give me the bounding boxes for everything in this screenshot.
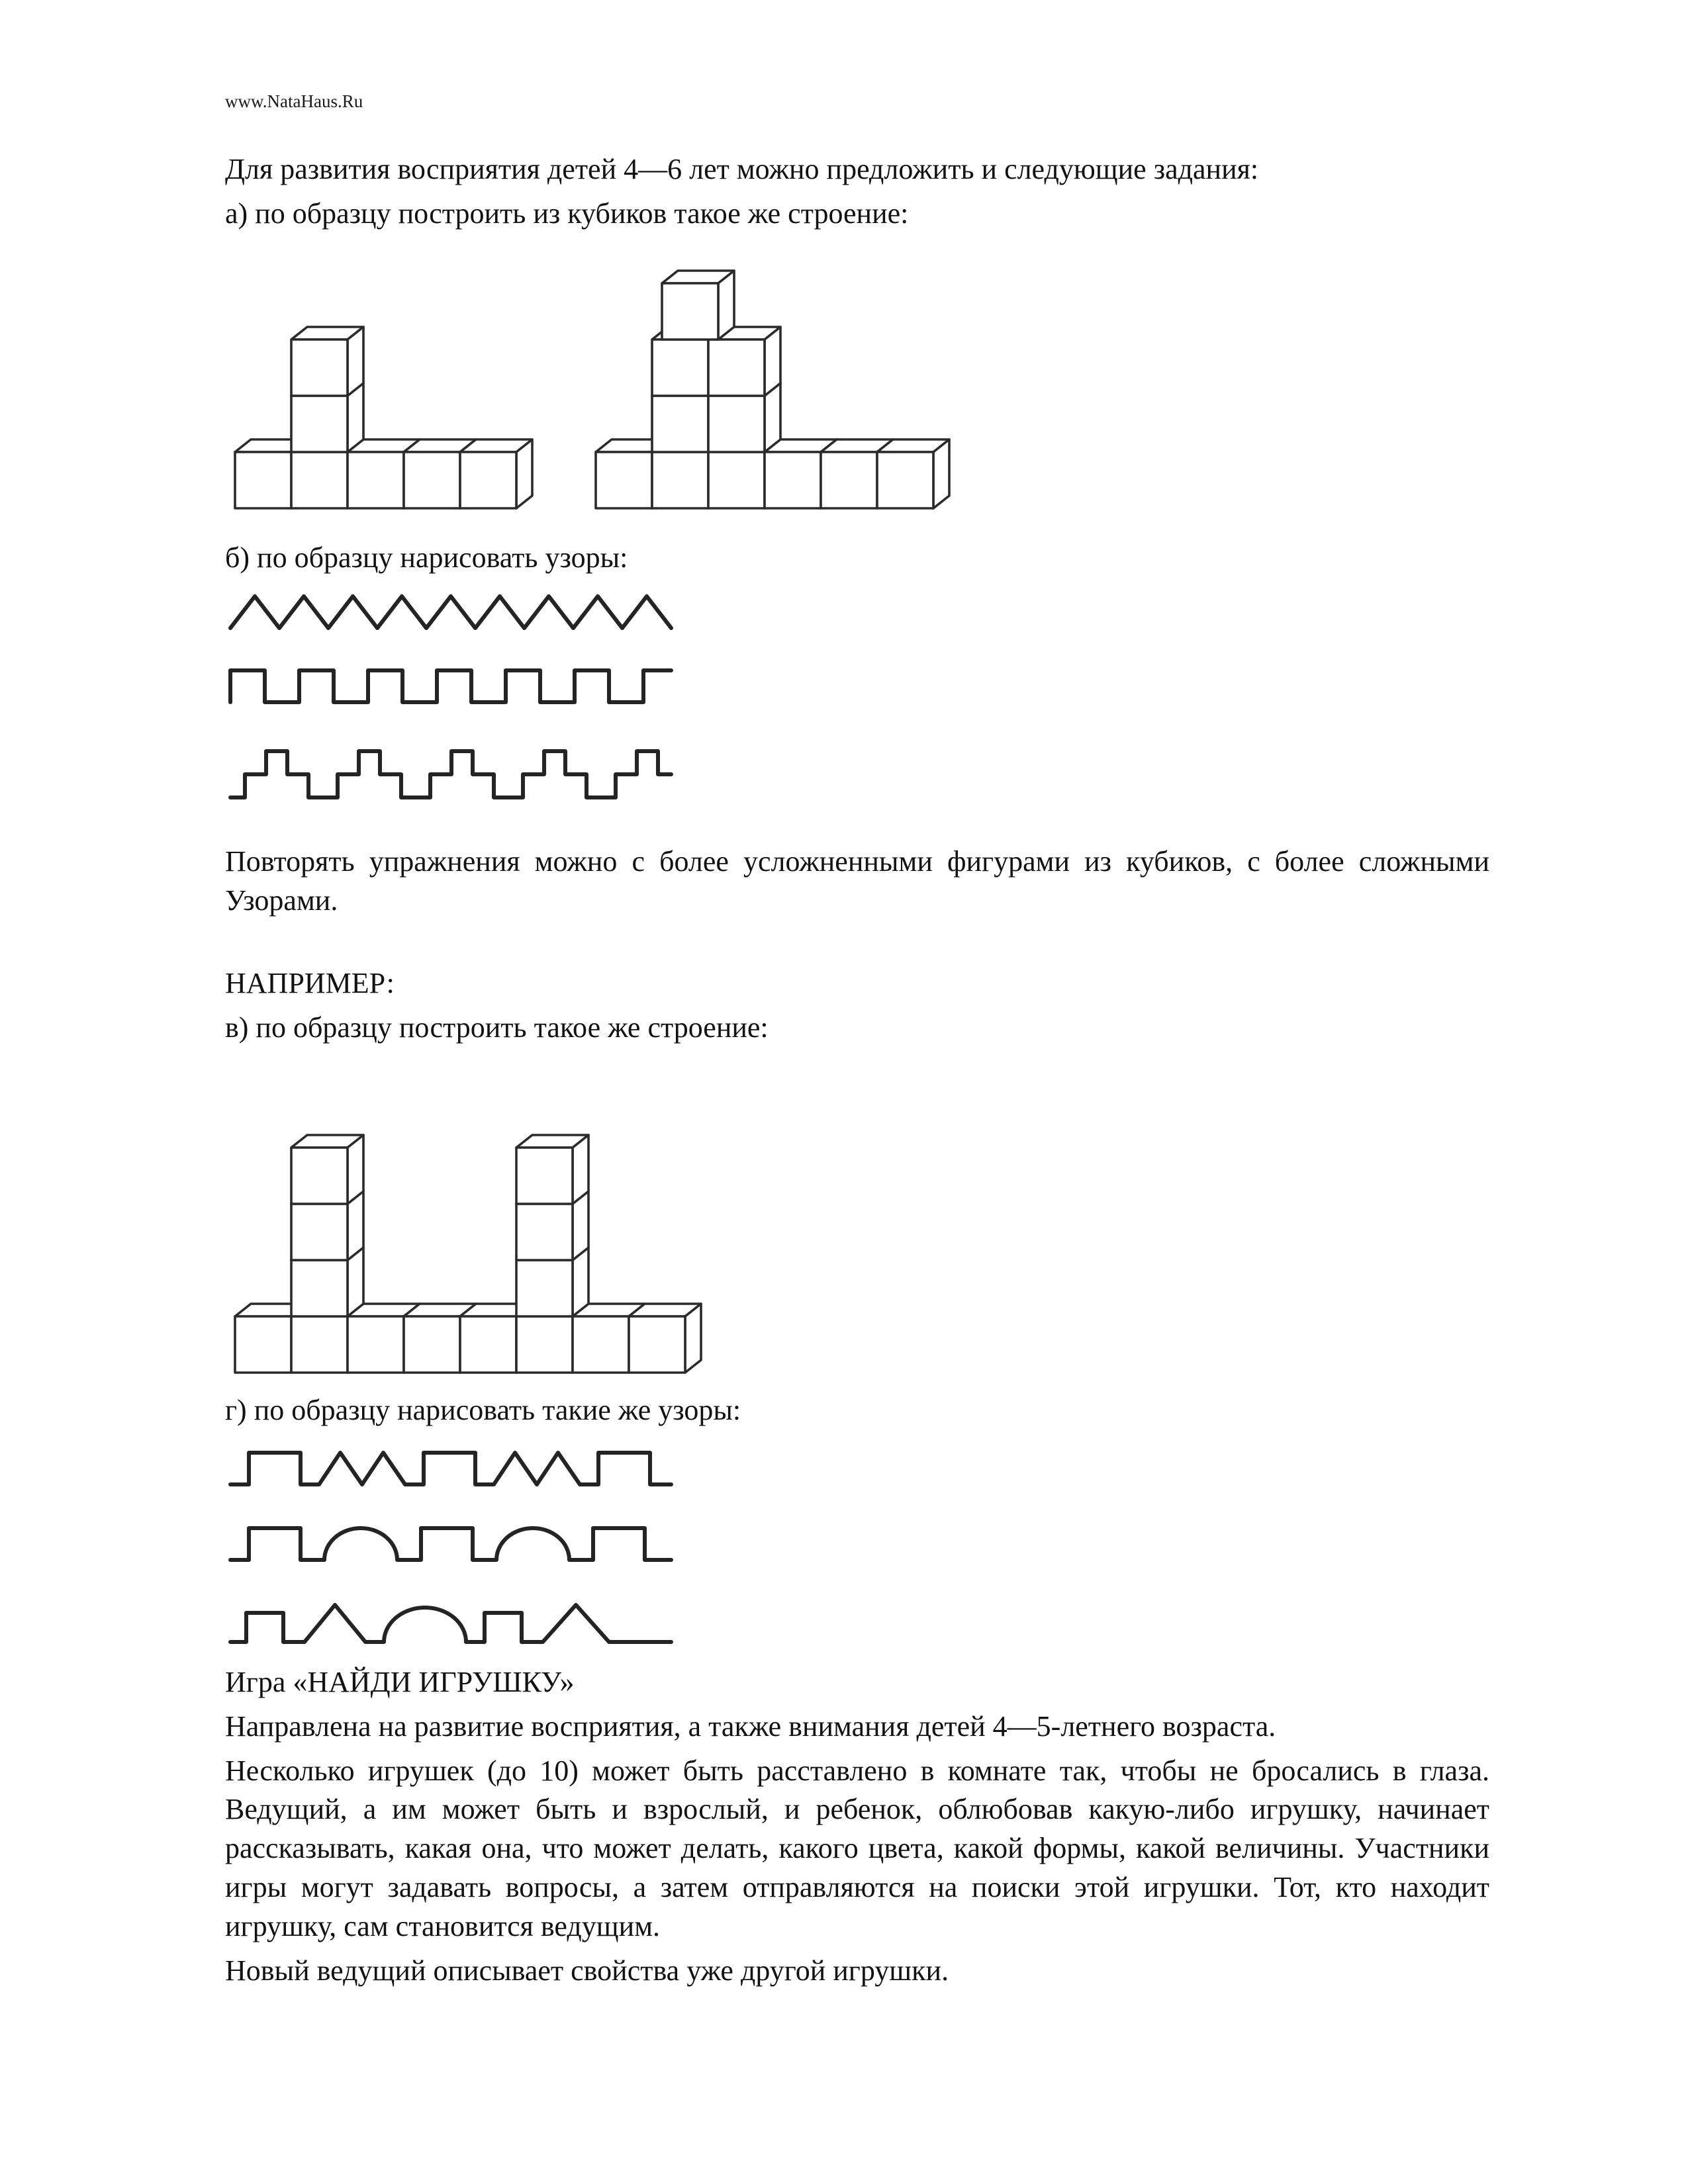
cube-constructions-simple-image	[225, 253, 986, 518]
for-example-label: НАПРИМЕР:	[225, 966, 395, 999]
game-paragraph-2: Несколько игрушек (до 10) может быть расставлено в комнате так, чтобы не бросались в глаза. Ведущий, а им может быть и взрослый, и ребенок, облюбовав какую-либо игрушку, начинает рассказывать, какая она, что может делать, какого цвета, какой формы, какой величины. Участники игры могут задавать вопросы, а затем отправляются на поиски этой игрушки. Тот, кто находит игрушку, сам становится ведущим.	[225, 1754, 1489, 1943]
task-a-label: а) по образцу построить из кубиков такое же строение:	[225, 197, 909, 230]
pattern-mix-all-image	[225, 1590, 675, 1650]
figure-cube-constructions-simple	[225, 253, 1489, 522]
pattern-zigzag-image	[225, 587, 675, 633]
pattern-mix-arcs-image	[225, 1515, 675, 1568]
task-b-label: б) по образцу нарисовать узоры:	[225, 541, 628, 574]
pattern-mix-triangles-image	[225, 1439, 675, 1492]
pattern-crenellation-image	[225, 656, 675, 709]
game-title: Игра «НАЙДИ ИГРУШКУ»	[225, 1665, 575, 1698]
figure-cube-construction-complex	[225, 1065, 1489, 1386]
game-paragraph-3: Новый ведущий описывает свойства уже другой игрушки.	[225, 1954, 949, 1987]
repeat-note-paragraph: Повторять упражнения можно с более усложненными фигурами из кубиков, с более сложными Узорами.	[225, 844, 1489, 917]
intro-paragraph: Для развития восприятия детей 4—6 лет можно предложить и следующие задания:	[225, 153, 1259, 185]
pattern-steps-image	[225, 731, 675, 804]
watermark-url: www.NataHaus.Ru	[225, 91, 363, 111]
task-v-label: в) по образцу построить такое же строение:	[225, 1011, 769, 1044]
task-g-label: г) по образцу нарисовать такие же узоры:	[225, 1393, 741, 1426]
cube-construction-complex-image	[225, 1065, 728, 1383]
game-paragraph-1: Направлена на развитие восприятия, а также внимания детей 4—5-летнего возраста.	[225, 1709, 1276, 1743]
